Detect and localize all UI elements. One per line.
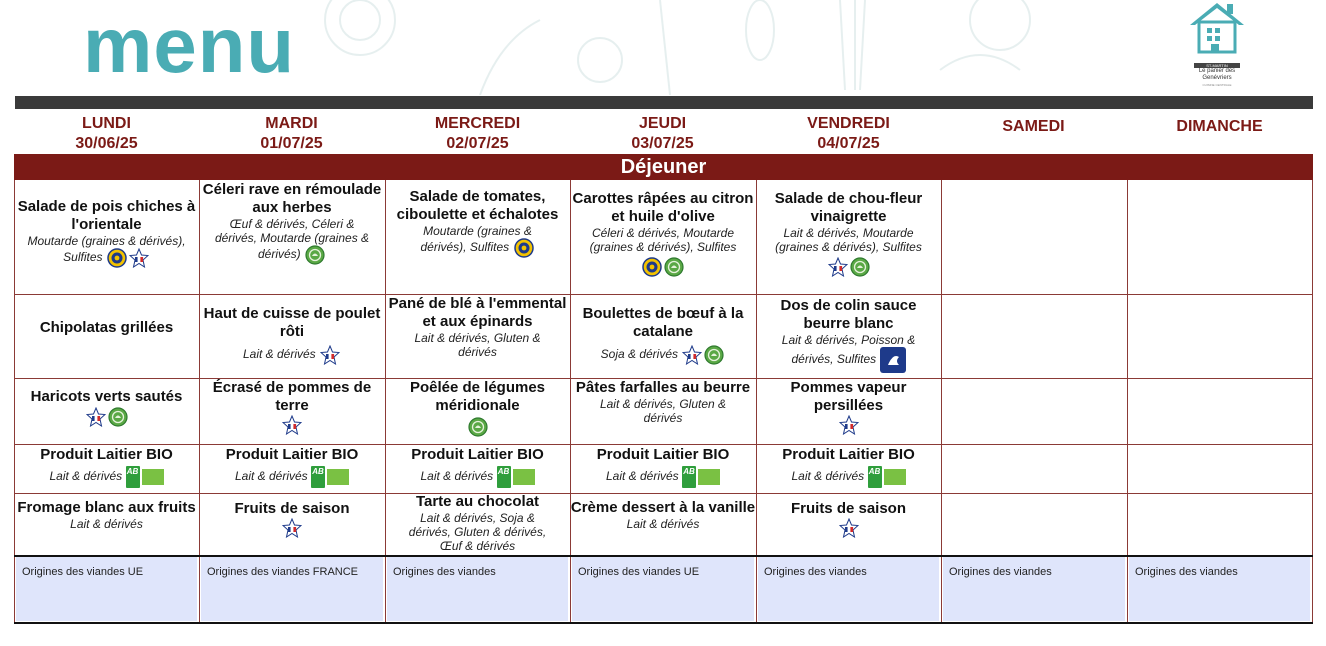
menu-cell xyxy=(385,379,570,444)
menu-cell xyxy=(199,494,385,555)
origine-france-icon xyxy=(828,257,848,277)
hve-icon xyxy=(704,345,724,365)
hve-icon xyxy=(468,417,488,437)
origine-france-icon xyxy=(282,518,302,538)
dish-name: Céleri rave en rémoulade aux herbes xyxy=(202,181,382,216)
day-wednesday: MERCREDI 02/07/25 xyxy=(434,115,521,152)
allergen-text: Lait & dérivés, Soja & dérivés, Gluten & dérivés, Œuf & dérivés xyxy=(408,511,547,553)
menu-cell xyxy=(756,494,941,555)
menu-cell xyxy=(14,445,199,493)
menu-cell xyxy=(14,295,199,378)
origine-france-icon xyxy=(320,345,340,365)
hve-icon xyxy=(664,257,684,277)
vegetable-illustration xyxy=(300,0,1060,95)
hve-icon xyxy=(305,245,325,265)
menu-cell xyxy=(385,445,570,493)
dish-name: Salade de chou-fleur vinaigrette xyxy=(774,190,923,225)
menu-grid xyxy=(14,180,1313,624)
allergen-text: Lait & dérivés, Moutarde (graines & dérivés), Sulfites xyxy=(775,226,922,254)
eu-organic-icon xyxy=(884,469,906,485)
dish-name: Carottes râpées au citron et huile d'olive xyxy=(572,190,754,225)
eu-organic-icon xyxy=(513,469,535,485)
logo-line2: Genévriers xyxy=(1202,75,1232,81)
dish-name: Salade de tomates, ciboulette et échalotes xyxy=(396,188,559,223)
header-divider xyxy=(15,96,1313,109)
dish-name: Poêlée de légumes méridionale xyxy=(409,379,546,414)
origine-france-icon xyxy=(129,248,149,268)
brand-logo xyxy=(1182,0,1252,92)
allergen-text: Lait & dérivés AB xyxy=(385,466,570,488)
menu-title: menu xyxy=(83,1,296,89)
dish-name: Chipolatas grillées xyxy=(39,319,174,336)
dish-name: Tarte au chocolat xyxy=(415,494,540,510)
dish-name: Produit Laitier BIO xyxy=(40,446,173,463)
meat-origin-monday: Origines des viandes UE xyxy=(16,557,197,621)
menu-cell xyxy=(385,494,570,555)
day-friday: VENDREDI 04/07/25 xyxy=(807,115,890,152)
dish-name: Pané de blé à l'emmental et aux épinards xyxy=(388,295,567,330)
eu-organic-icon xyxy=(142,469,164,485)
ab-bio-icon: AB xyxy=(497,466,511,488)
day-header-row xyxy=(14,114,1313,154)
menu-cell xyxy=(570,379,756,444)
menu-cell xyxy=(14,379,199,444)
meal-section-header: Déjeuner xyxy=(14,154,1313,180)
day-saturday: SAMEDI xyxy=(1002,118,1065,135)
day-monday: LUNDI 30/06/25 xyxy=(75,115,138,152)
allergen-text: Lait & dérivés xyxy=(199,345,385,365)
dish-name: Crème dessert à la vanille xyxy=(570,499,756,516)
allergen-text: Lait & dérivés AB xyxy=(756,466,941,488)
meat-origin-thursday: Origines des viandes UE xyxy=(572,557,754,621)
allergen-text: Lait & dérivés AB xyxy=(570,466,756,488)
logo-subtitle: CUISINE CENTRALE xyxy=(1202,83,1232,87)
menu-cell xyxy=(570,494,756,555)
dish-name: Produit Laitier BIO xyxy=(225,446,359,463)
menu-cell xyxy=(570,445,756,493)
menu-cell xyxy=(756,445,941,493)
allergen-text: Lait & dérivés, Gluten & dérivés xyxy=(414,331,541,359)
dish-name: Fruits de saison xyxy=(234,500,350,517)
menu-cell xyxy=(199,445,385,493)
menu-cell xyxy=(199,379,385,444)
meat-origin-saturday: Origines des viandes xyxy=(943,557,1125,621)
menu-cell xyxy=(385,295,570,378)
allergen-text: Soja & dérivés xyxy=(570,345,756,365)
allergen-text: Lait & dérivés xyxy=(626,517,700,531)
dish-name: Fruits de saison xyxy=(790,500,907,517)
label-rouge-icon xyxy=(642,257,662,277)
dish-name: Produit Laitier BIO xyxy=(782,446,915,463)
dish-name: Fromage blanc aux fruits xyxy=(17,499,196,516)
allergen-text: Lait & dérivés xyxy=(70,517,143,531)
menu-cell xyxy=(756,295,941,378)
dish-name: Haricots verts sautés xyxy=(30,388,183,405)
origine-france-icon xyxy=(682,345,702,365)
hve-icon xyxy=(850,257,870,277)
dish-name: Pommes vapeur persillées xyxy=(790,379,907,414)
day-sunday: DIMANCHE xyxy=(1176,118,1263,135)
meat-origin-tuesday: Origines des viandes FRANCE xyxy=(201,557,383,621)
allergen-text: Moutarde (graines & dérivés), Sulfites xyxy=(385,224,570,258)
dish-name: Boulettes de bœuf à la catalane xyxy=(582,305,744,340)
msc-label-icon xyxy=(880,347,906,373)
house-icon xyxy=(1187,0,1247,56)
allergen-text: Lait & dérivés, Gluten & dérivés xyxy=(599,397,727,425)
dish-name: Dos de colin sauce beurre blanc xyxy=(780,297,917,332)
allergen-text: Moutarde (graines & dérivés), Sulfites xyxy=(14,234,199,268)
meat-origin-wednesday: Origines des viandes xyxy=(387,557,568,621)
menu-cell xyxy=(199,295,385,378)
eu-organic-icon xyxy=(698,469,720,485)
allergen-text: Lait & dérivés, Poisson & dérivés, Sulfites xyxy=(756,333,941,373)
dish-name: Produit Laitier BIO xyxy=(411,446,544,463)
dish-name: Pâtes farfalles au beurre xyxy=(575,379,751,396)
ab-bio-icon: AB xyxy=(126,466,140,488)
dish-name: Haut de cuisse de poulet rôti xyxy=(203,305,381,340)
allergen-text: Lait & dérivés AB xyxy=(14,466,199,488)
menu-cell xyxy=(385,180,570,294)
ab-bio-icon: AB xyxy=(868,466,882,488)
logo-line1: Le panier des xyxy=(1198,68,1236,74)
menu-cell xyxy=(756,180,941,294)
allergen-text: Œuf & dérivés, Céleri & dérivés, Moutarde (graines & dérivés) xyxy=(199,217,385,265)
allergen-text: Céleri & dérivés, Moutarde (graines & dérivés), Sulfites xyxy=(589,226,737,254)
menu-cell xyxy=(570,180,756,294)
origine-france-icon xyxy=(839,415,859,435)
origine-france-icon xyxy=(282,415,302,435)
meat-origin-sunday: Origines des viandes xyxy=(1129,557,1310,621)
eu-organic-icon xyxy=(327,469,349,485)
label-rouge-icon xyxy=(514,238,534,258)
ab-bio-icon: AB xyxy=(682,466,696,488)
day-tuesday: MARDI 01/07/25 xyxy=(260,115,323,152)
dish-name: Produit Laitier BIO xyxy=(596,446,730,463)
hve-icon xyxy=(108,407,128,427)
meat-origin-friday: Origines des viandes xyxy=(758,557,939,621)
dish-name: Écrasé de pommes de terre xyxy=(212,379,372,414)
origine-france-icon xyxy=(86,407,106,427)
day-thursday: JEUDI 03/07/25 xyxy=(631,115,694,152)
ab-bio-icon: AB xyxy=(311,466,325,488)
menu-cell xyxy=(756,379,941,444)
menu-cell xyxy=(14,494,199,555)
menu-cell xyxy=(14,180,199,294)
dish-name: Salade de pois chiches à l'orientale xyxy=(17,198,196,233)
logo-tag: ST-MARTIN xyxy=(1194,63,1240,68)
menu-cell xyxy=(199,180,385,294)
allergen-text: Lait & dérivés AB xyxy=(199,466,385,488)
menu-cell xyxy=(570,295,756,378)
origine-france-icon xyxy=(839,518,859,538)
label-rouge-icon xyxy=(107,248,127,268)
